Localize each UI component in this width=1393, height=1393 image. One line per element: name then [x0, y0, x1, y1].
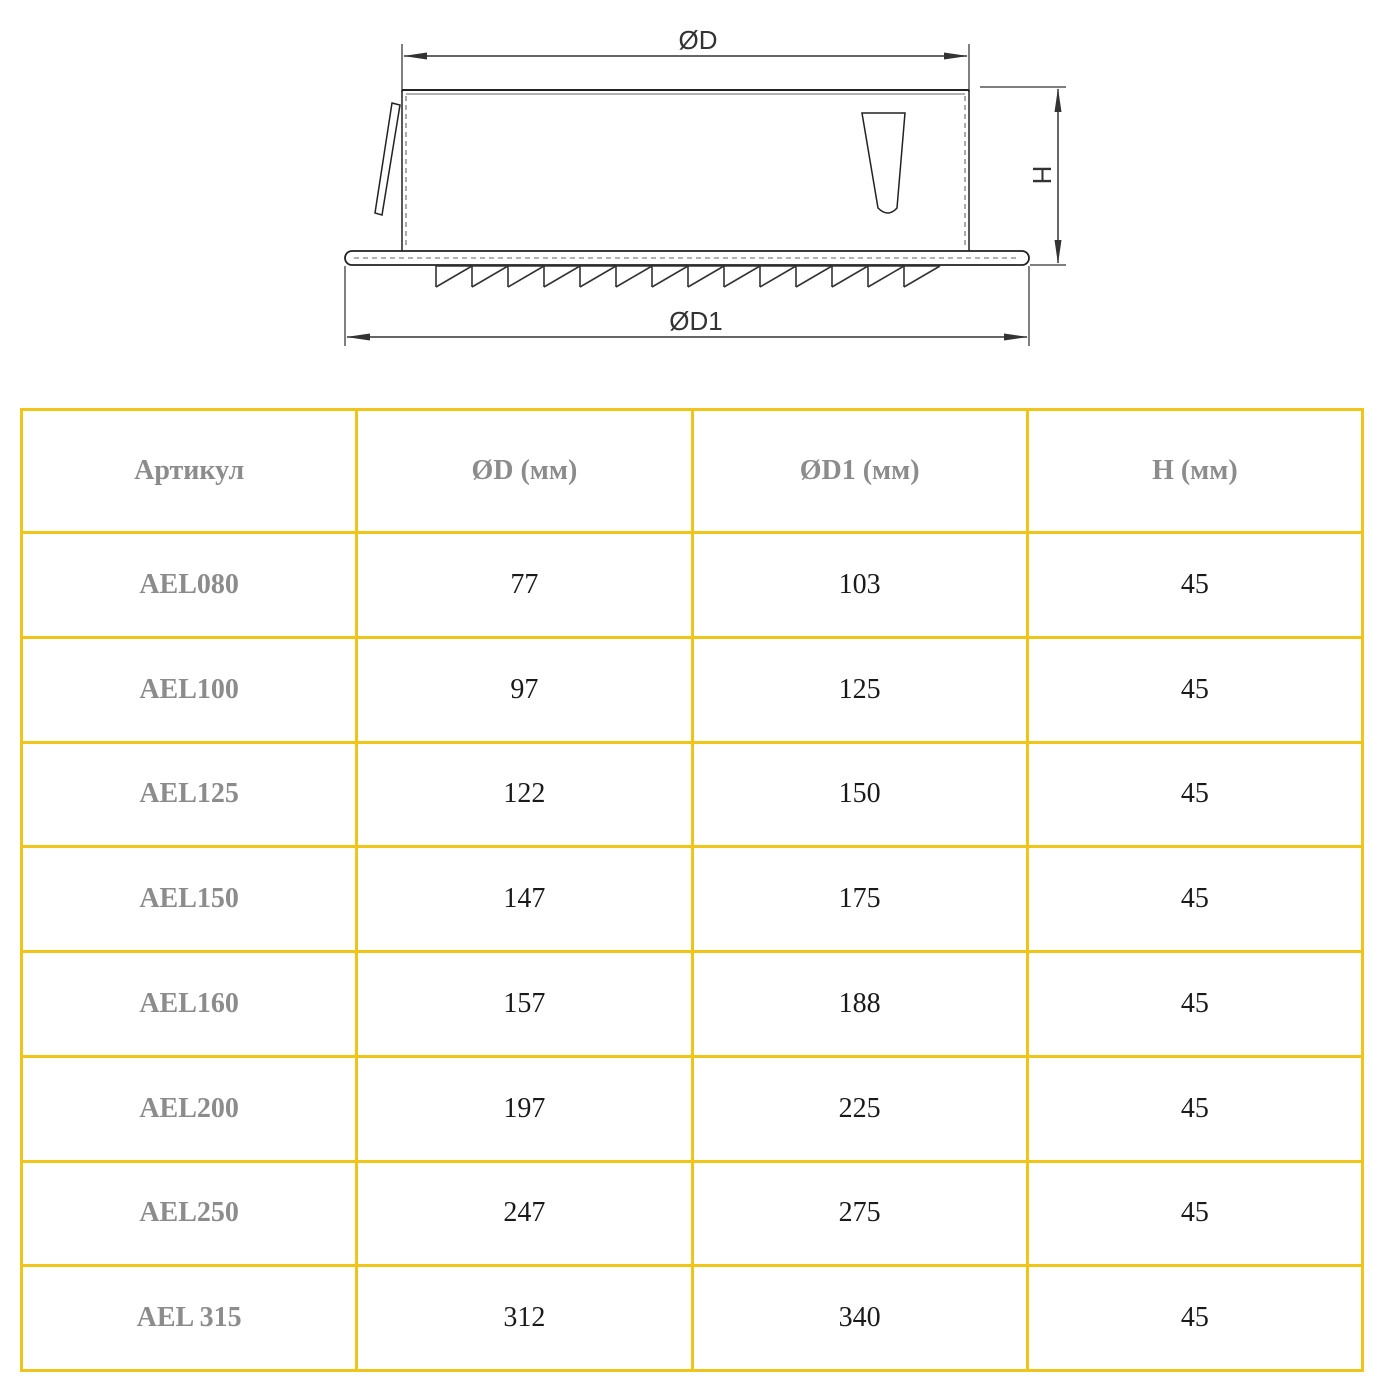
table-row — [22, 637, 1363, 742]
diameter-cell: 247 — [357, 1161, 692, 1266]
diameter-cell: 197 — [357, 1056, 692, 1161]
diameter-cell: 157 — [357, 952, 692, 1057]
table-row — [22, 742, 1363, 847]
height-cell: 45 — [1027, 847, 1362, 952]
height-cell: 45 — [1027, 742, 1362, 847]
outer-diameter-cell: 275 — [692, 1161, 1027, 1266]
article-cell: AEL150 — [22, 847, 357, 952]
outer-diameter-cell: 103 — [692, 533, 1027, 638]
outer-diameter-cell: 175 — [692, 847, 1027, 952]
diameter-dimension — [402, 25, 969, 92]
louvres — [436, 266, 940, 287]
article-cell: AEL100 — [22, 637, 357, 742]
column-header-article: Артикул — [22, 410, 357, 533]
height-dimension — [980, 87, 1066, 265]
article-cell: AEL 315 — [22, 1266, 357, 1371]
outer-diameter-cell: 188 — [692, 952, 1027, 1057]
article-cell: AEL200 — [22, 1056, 357, 1161]
diameter-label: ØD — [678, 25, 718, 55]
height-cell: 45 — [1027, 1161, 1362, 1266]
article-cell: AEL125 — [22, 742, 357, 847]
outer-diameter-cell: 225 — [692, 1056, 1027, 1161]
height-cell: 45 — [1027, 1056, 1362, 1161]
height-cell: 45 — [1027, 637, 1362, 742]
column-header-diameter: ØD (мм) — [357, 410, 692, 533]
outer-diameter-cell: 150 — [692, 742, 1027, 847]
outer-diameter-cell: 125 — [692, 637, 1027, 742]
diameter-cell: 122 — [357, 742, 692, 847]
height-cell: 45 — [1027, 1266, 1362, 1371]
diameter-cell: 77 — [357, 533, 692, 638]
dimension-drawing — [0, 0, 1393, 380]
table-row — [22, 1266, 1363, 1371]
diameter-cell: 97 — [357, 637, 692, 742]
column-header-outer-diameter: ØD1 (мм) — [692, 410, 1027, 533]
outer-diameter-dimension — [345, 266, 1029, 346]
article-cell: AEL160 — [22, 952, 357, 1057]
mounting-tab — [862, 113, 905, 213]
table-row — [22, 1161, 1363, 1266]
table-row — [22, 533, 1363, 638]
diameter-cell: 147 — [357, 847, 692, 952]
outer-diameter-cell: 340 — [692, 1266, 1027, 1371]
height-cell: 45 — [1027, 533, 1362, 638]
flange — [345, 251, 1029, 265]
table-header-row — [22, 410, 1363, 533]
table-row — [22, 847, 1363, 952]
diameter-cell: 312 — [357, 1266, 692, 1371]
spring-clip — [375, 103, 400, 215]
dimensions-table — [20, 408, 1364, 1372]
height-label: H — [1027, 165, 1057, 185]
article-cell: AEL250 — [22, 1161, 357, 1266]
table-row — [22, 1056, 1363, 1161]
table-row — [22, 952, 1363, 1057]
outer-diameter-label: ØD1 — [669, 306, 723, 336]
column-header-height: H (мм) — [1027, 410, 1362, 533]
height-cell: 45 — [1027, 952, 1362, 1057]
article-cell: AEL080 — [22, 533, 357, 638]
